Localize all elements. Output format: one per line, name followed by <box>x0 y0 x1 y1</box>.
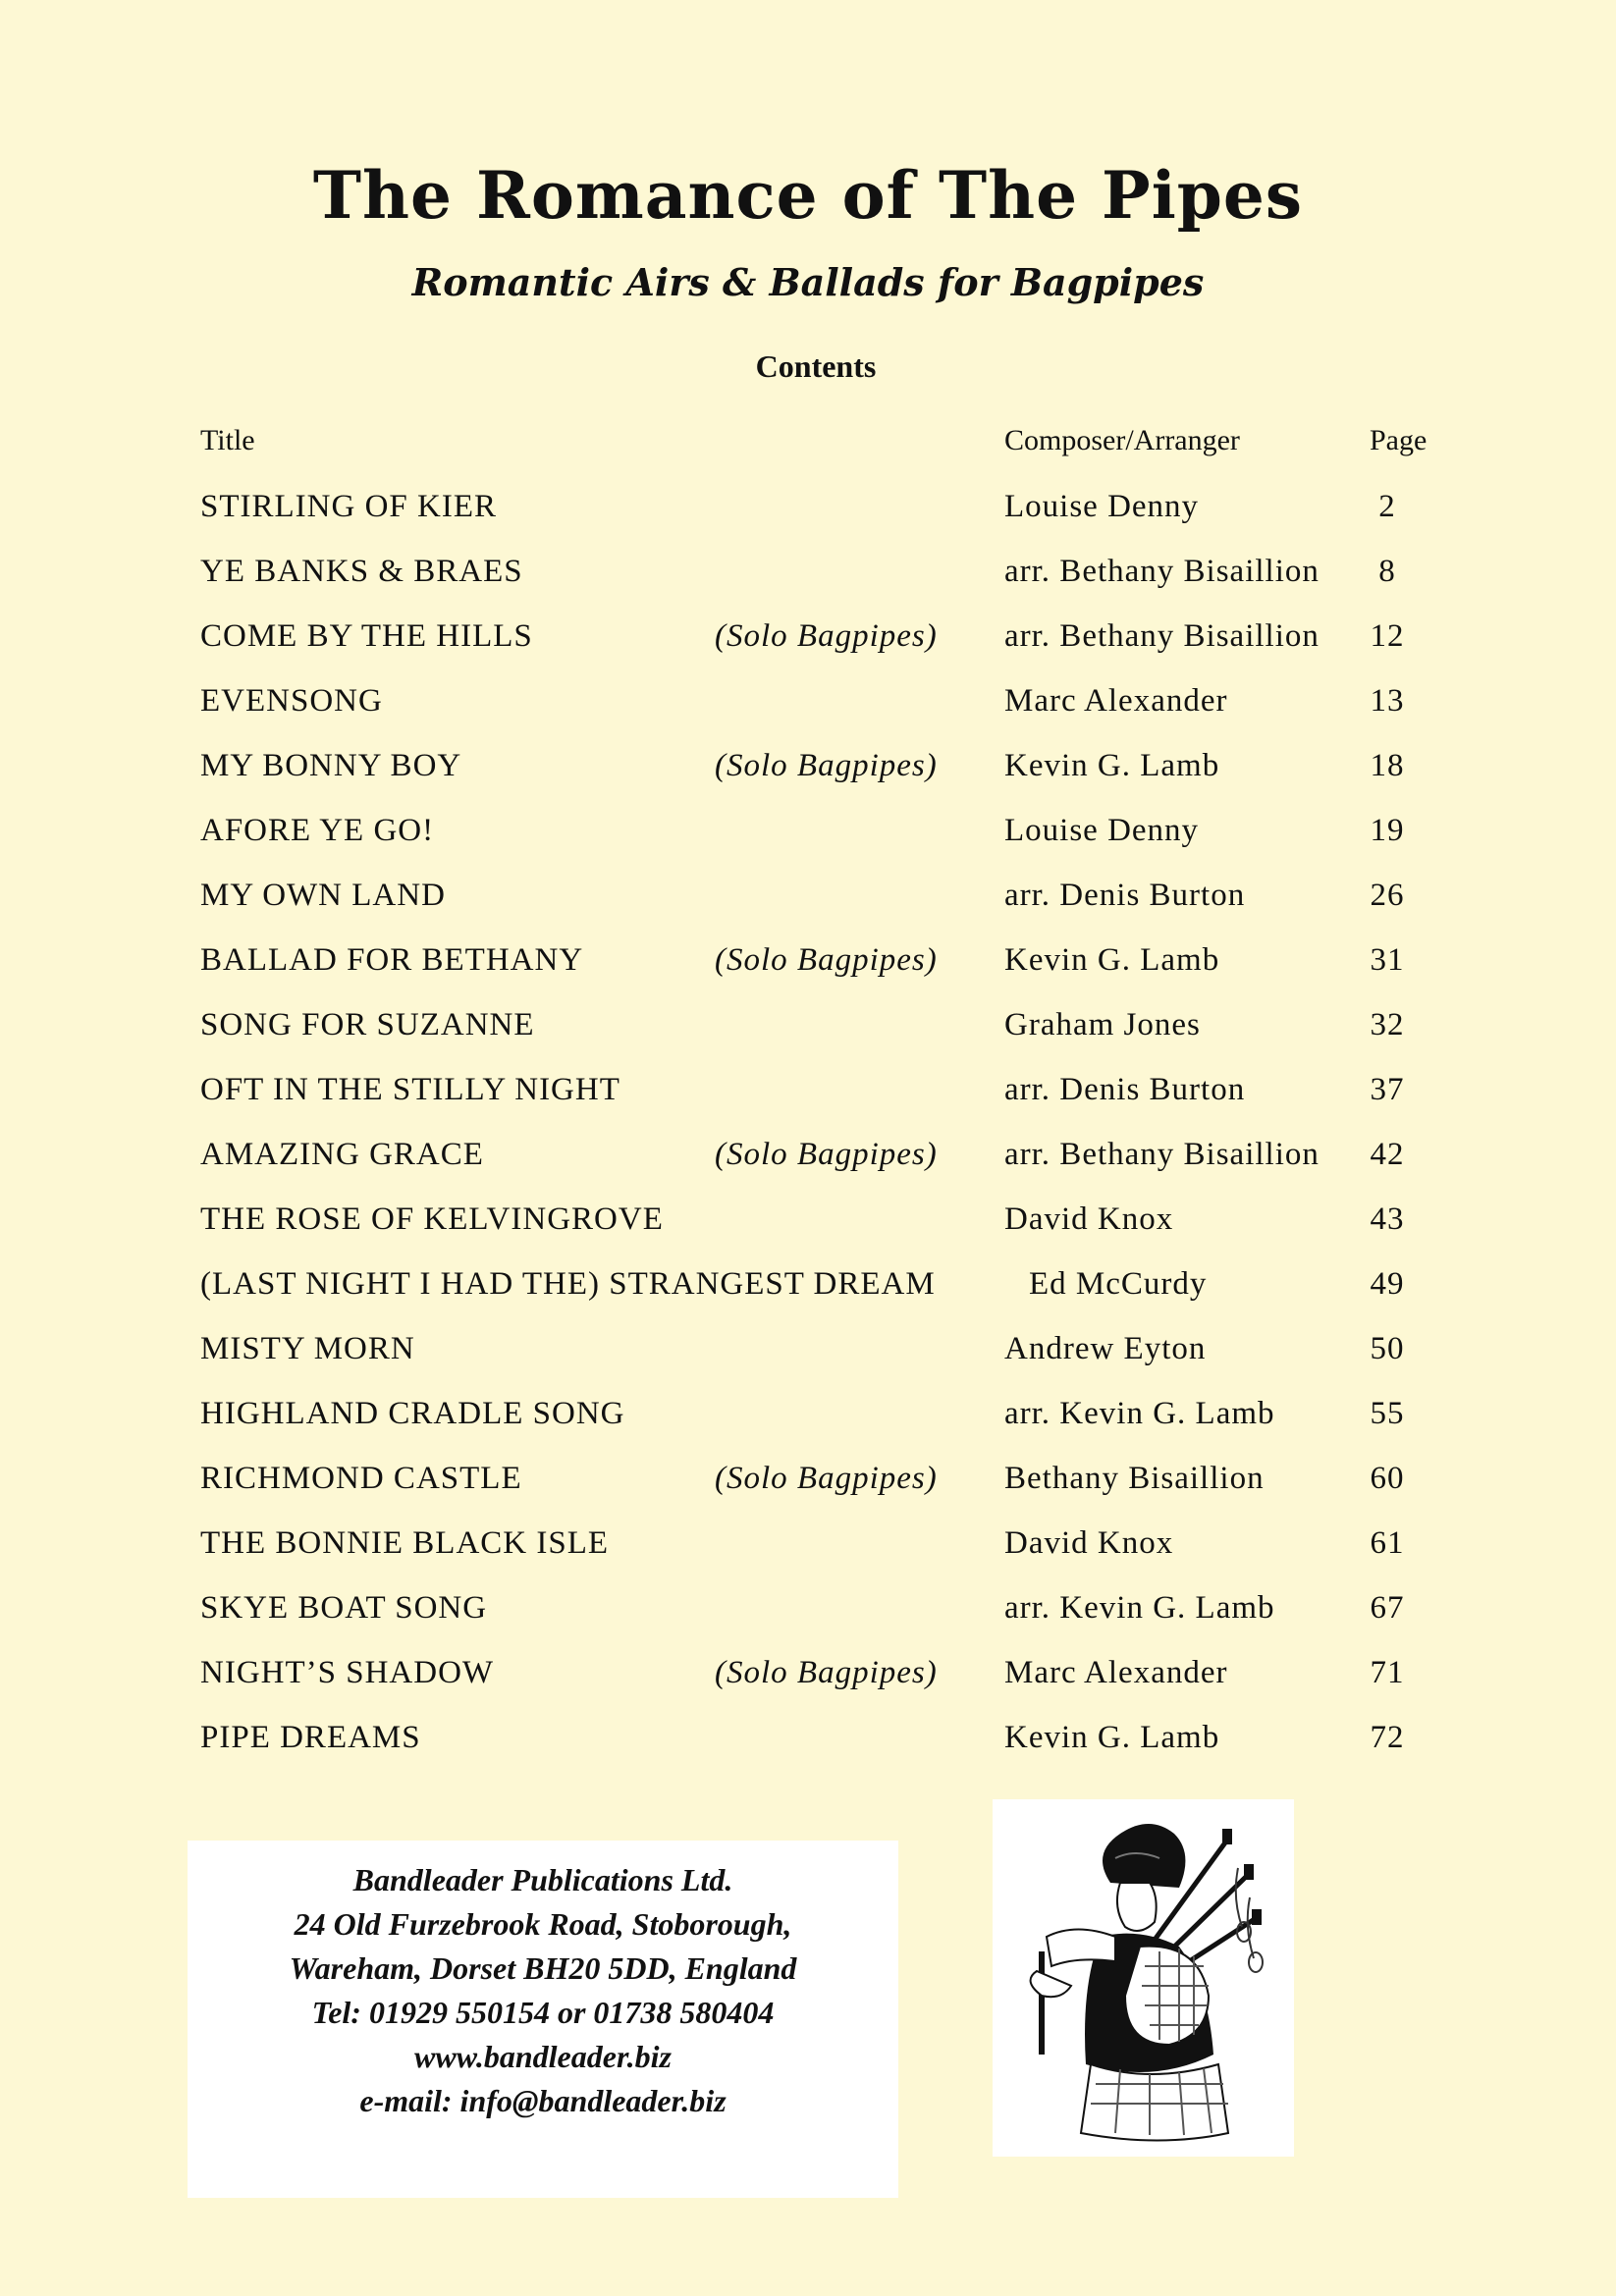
entry-composer: arr. Kevin G. Lamb <box>1004 1396 1275 1431</box>
list-item <box>0 1655 1616 1720</box>
entry-note: (Solo Bagpipes) <box>715 618 938 654</box>
entry-page: 32 <box>1370 1007 1405 1042</box>
entry-title: THE BONNIE BLACK ISLE <box>200 1525 610 1561</box>
page-title: The Romance of The Pipes <box>312 157 1304 234</box>
list-item <box>0 1720 1616 1785</box>
entry-note: (Solo Bagpipes) <box>715 1137 938 1172</box>
entry-title: MISTY MORN <box>200 1331 415 1366</box>
list-item <box>0 683 1616 748</box>
entry-page: 12 <box>1370 618 1405 654</box>
publisher-info-box <box>188 1841 898 2198</box>
page-subtitle: Romantic Airs & Ballads for Bagpipes <box>411 260 1205 304</box>
entry-note: (Solo Bagpipes) <box>715 748 938 783</box>
entry-title: SONG FOR SUZANNE <box>200 1007 535 1042</box>
bagpiper-illustration-icon <box>993 1799 1294 2157</box>
entry-page: 55 <box>1370 1396 1405 1431</box>
list-item <box>0 554 1616 618</box>
entry-composer: arr. Kevin G. Lamb <box>1004 1590 1275 1626</box>
contents-heading: Contents <box>755 348 877 384</box>
entry-composer: Graham Jones <box>1004 1007 1201 1042</box>
entry-title: RICHMOND CASTLE <box>200 1461 522 1496</box>
entry-composer: Louise Denny <box>1004 813 1200 848</box>
entry-page: 31 <box>1370 942 1405 978</box>
list-item <box>0 1396 1616 1461</box>
entry-title: STIRLING OF KIER <box>200 489 497 524</box>
entry-composer: Louise Denny <box>1004 489 1200 524</box>
list-item <box>0 1590 1616 1655</box>
entry-composer: Marc Alexander <box>1004 1655 1228 1690</box>
entry-composer: arr. Bethany Bisaillion <box>1004 1137 1320 1172</box>
entry-page: 37 <box>1370 1072 1405 1107</box>
list-item <box>0 1331 1616 1396</box>
entry-title: COME BY THE HILLS <box>200 618 533 654</box>
column-header-composer: Composer/Arranger <box>1004 424 1240 456</box>
entry-page: 19 <box>1370 813 1405 848</box>
publisher-telephone: Tel: 01929 550154 or 01738 580404 <box>311 1995 775 2030</box>
publisher-address-line-1: 24 Old Furzebrook Road, Stoborough, <box>294 1906 792 1942</box>
list-item <box>0 813 1616 878</box>
entry-composer: Andrew Eyton <box>1004 1331 1207 1366</box>
entry-page: 71 <box>1370 1655 1405 1690</box>
entry-title: SKYE BOAT SONG <box>200 1590 488 1626</box>
entry-title: AMAZING GRACE <box>200 1137 484 1172</box>
entry-title: AFORE YE GO! <box>200 813 435 848</box>
entry-page: 2 <box>1378 489 1396 524</box>
list-item <box>0 748 1616 813</box>
entry-note: (Solo Bagpipes) <box>715 1655 938 1690</box>
entry-title: PIPE DREAMS <box>200 1720 421 1755</box>
list-item <box>0 1201 1616 1266</box>
entry-page: 26 <box>1370 878 1405 913</box>
entry-title: BALLAD FOR BETHANY <box>200 942 584 978</box>
entry-page: 8 <box>1378 554 1396 589</box>
publisher-website: www.bandleader.biz <box>414 2039 672 2074</box>
list-item <box>0 878 1616 942</box>
entry-note: (Solo Bagpipes) <box>715 942 938 978</box>
entry-composer: arr. Bethany Bisaillion <box>1004 618 1320 654</box>
entry-composer: Ed McCurdy <box>1029 1266 1208 1302</box>
list-item <box>0 1266 1616 1331</box>
entry-note: (Solo Bagpipes) <box>715 1461 938 1496</box>
entry-page: 61 <box>1370 1525 1405 1561</box>
entry-composer: arr. Denis Burton <box>1004 878 1246 913</box>
publisher-name: Bandleader Publications Ltd. <box>352 1862 733 1897</box>
entry-title: (LAST NIGHT I HAD THE) STRANGEST DREAM <box>200 1266 936 1302</box>
entry-page: 50 <box>1370 1331 1405 1366</box>
entry-page: 49 <box>1370 1266 1405 1302</box>
entry-page: 60 <box>1370 1461 1405 1496</box>
entry-title: HIGHLAND CRADLE SONG <box>200 1396 625 1431</box>
bagpiper-illustration-box <box>993 1799 1294 2157</box>
entry-page: 67 <box>1370 1590 1405 1626</box>
entry-title: MY OWN LAND <box>200 878 446 913</box>
entry-composer: Kevin G. Lamb <box>1004 942 1220 978</box>
entry-composer: arr. Bethany Bisaillion <box>1004 554 1320 589</box>
list-item <box>0 1525 1616 1590</box>
publisher-address-line-2: Wareham, Dorset BH20 5DD, England <box>289 1950 797 1986</box>
column-header-page: Page <box>1370 424 1427 456</box>
list-item <box>0 618 1616 683</box>
entry-composer: Marc Alexander <box>1004 683 1228 719</box>
entry-title: OFT IN THE STILLY NIGHT <box>200 1072 620 1107</box>
list-item <box>0 1461 1616 1525</box>
publisher-email: e-mail: info@bandleader.biz <box>359 2083 727 2118</box>
entry-title: YE BANKS & BRAES <box>200 554 523 589</box>
list-item <box>0 489 1616 554</box>
entry-composer: David Knox <box>1004 1201 1174 1237</box>
contents-list <box>0 489 1616 1785</box>
entry-title: NIGHT’S SHADOW <box>200 1655 495 1690</box>
entry-page: 42 <box>1370 1137 1405 1172</box>
list-item <box>0 1072 1616 1137</box>
entry-page: 18 <box>1370 748 1405 783</box>
entry-title: EVENSONG <box>200 683 383 719</box>
list-item <box>0 1007 1616 1072</box>
entry-page: 13 <box>1370 683 1405 719</box>
entry-composer: Bethany Bisaillion <box>1004 1461 1265 1496</box>
entry-composer: Kevin G. Lamb <box>1004 1720 1220 1755</box>
entry-composer: David Knox <box>1004 1525 1174 1561</box>
entry-title: THE ROSE OF KELVINGROVE <box>200 1201 664 1237</box>
column-header-title: Title <box>200 424 255 456</box>
entry-page: 72 <box>1370 1720 1405 1755</box>
entry-composer: arr. Denis Burton <box>1004 1072 1246 1107</box>
entry-composer: Kevin G. Lamb <box>1004 748 1220 783</box>
entry-page: 43 <box>1370 1201 1405 1237</box>
list-item <box>0 1137 1616 1201</box>
entry-title: MY BONNY BOY <box>200 748 462 783</box>
list-item <box>0 942 1616 1007</box>
